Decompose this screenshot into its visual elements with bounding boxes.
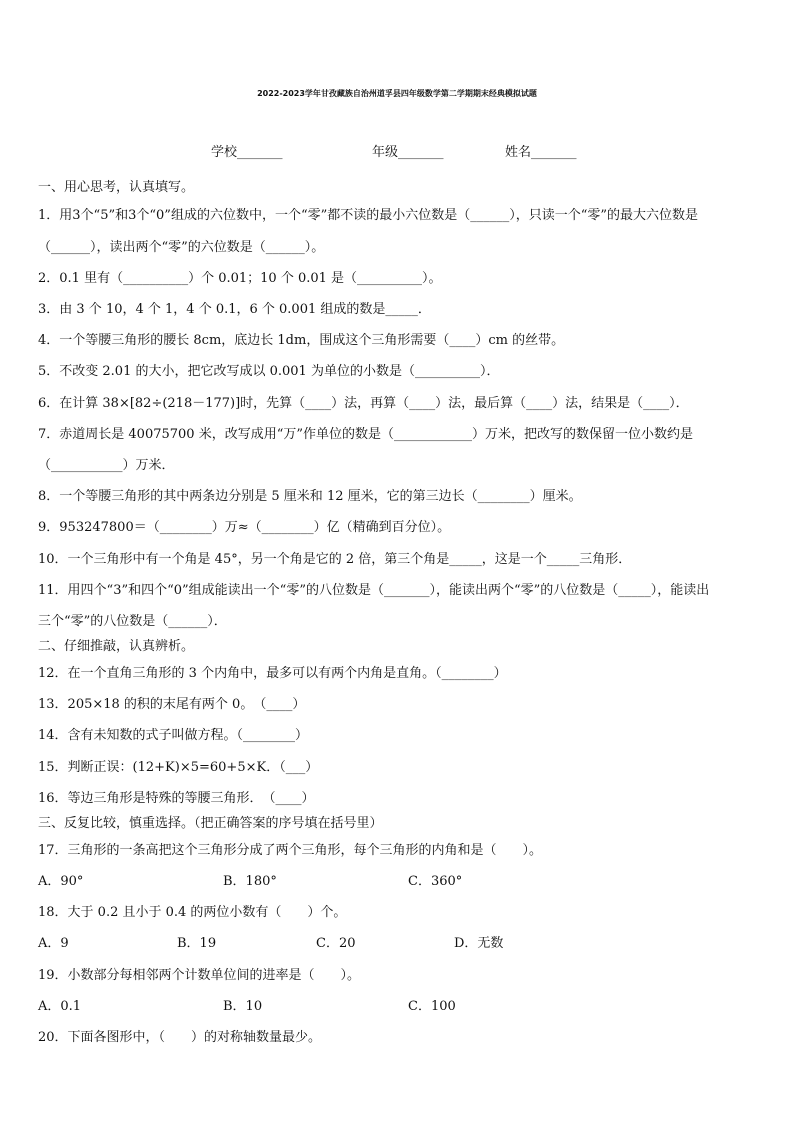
question-1: 1．用3个“5”和3个“0”组成的六位数中，一个“零”都不读的最小六位数是（______），只读一个“零”的最大六位数是	[38, 208, 699, 223]
q18-option-b: B．19	[177, 936, 217, 951]
q18-option-a: A．9	[38, 936, 69, 951]
school-field[interactable]: 学校_______	[211, 145, 283, 160]
q19-option-c: C．100	[408, 999, 456, 1014]
question-5: 5．不改变 2.01 的大小，把它改写成以 0.001 为单位的小数是（__________）．	[38, 364, 500, 379]
question-2: 2．0.1 里有（__________）个 0.01；10 个 0.01 是（__________）。	[38, 271, 442, 286]
question-7: 7．赤道周长是 40075700 米，改写成用“万”作单位的数是（____________）万米，把改写的数保留一位小数约是	[38, 427, 693, 442]
q17-option-c: C．360°	[408, 874, 463, 889]
question-15: 15．判断正误：(12+K)×5=60+5×K．（___）	[38, 760, 319, 775]
question-12: 12．在一个直角三角形的 3 个内角中，最多可以有两个内角是直角。（________）	[38, 666, 507, 681]
question-9: 9．953247800＝（________）万≈（________）亿（精确到百分位）。	[38, 520, 451, 535]
question-17: 17．三角形的一条高把这个三角形分成了两个三角形，每个三角形的内角和是（ ）。	[38, 843, 543, 858]
section-heading-1: 一、用心思考，认真填写。	[38, 180, 195, 195]
name-field[interactable]: 姓名_______	[505, 145, 577, 160]
question-18: 18．大于 0.2 且小于 0.4 的两位小数有（ ）个。	[38, 905, 347, 920]
question-10: 10．一个三角形中有一个角是 45°，另一个角是它的 2 倍，第三个角是_____，这是一个_____三角形．	[38, 552, 632, 567]
page-title: 2022-2023学年甘孜藏族自治州道孚县四年级数学第二学期期末经典模拟试题	[257, 89, 537, 98]
q17-option-a: A．90°	[38, 874, 84, 889]
question-20: 20．下面各图形中，（ ）的对称轴数量最少。	[38, 1030, 322, 1045]
q19-option-b: B．10	[223, 999, 263, 1014]
q19-option-a: A．0.1	[38, 999, 82, 1014]
question-16: 16．等边三角形是特殊的等腰三角形． （____）	[38, 791, 315, 806]
section-heading-3: 三、反复比较，慎重选择。（把正确答案的序号填在括号里）	[38, 816, 383, 831]
q18-option-d: D．无数	[454, 936, 504, 951]
question-3: 3．由 3 个 10，4 个 1，4 个 0.1，6 个 0.001 组成的数是_____．	[38, 302, 431, 317]
question-8: 8．一个等腰三角形的其中两条边分别是 5 厘米和 12 厘米，它的第三边长（________）厘米。	[38, 489, 582, 504]
q18-option-c: C．20	[316, 936, 356, 951]
section-heading-2: 二、仔细推敲，认真辨析。	[38, 639, 195, 654]
question-11-cont: 三个“零”的八位数是（______）．	[38, 614, 227, 629]
question-4: 4．一个等腰三角形的腰长 8cm，底边长 1dm，围成这个三角形需要（____）cm 的丝带。	[38, 333, 565, 348]
question-1-cont: （______），读出两个“零”的六位数是（______）。	[38, 240, 325, 255]
q17-option-b: B．180°	[223, 874, 277, 889]
question-11: 11．用四个“3”和四个“0”组成能读出一个“零”的八位数是（_______），能读出两个“零”的八位数是（_____），能读出	[38, 583, 710, 598]
grade-field[interactable]: 年级_______	[372, 145, 444, 160]
question-14: 14．含有未知数的式子叫做方程。（________）	[38, 728, 309, 743]
question-7-cont: （___________）万米．	[38, 458, 175, 473]
question-19: 19．小数部分每相邻两个计数单位间的进率是（ ）。	[38, 968, 361, 983]
question-6: 6．在计算 38×[82÷(218－177)]时，先算（____）法，再算（____）法，最后算（____）法，结果是（____）．	[38, 396, 689, 411]
question-13: 13．205×18 的积的末尾有两个 0。 （____）	[38, 697, 306, 712]
